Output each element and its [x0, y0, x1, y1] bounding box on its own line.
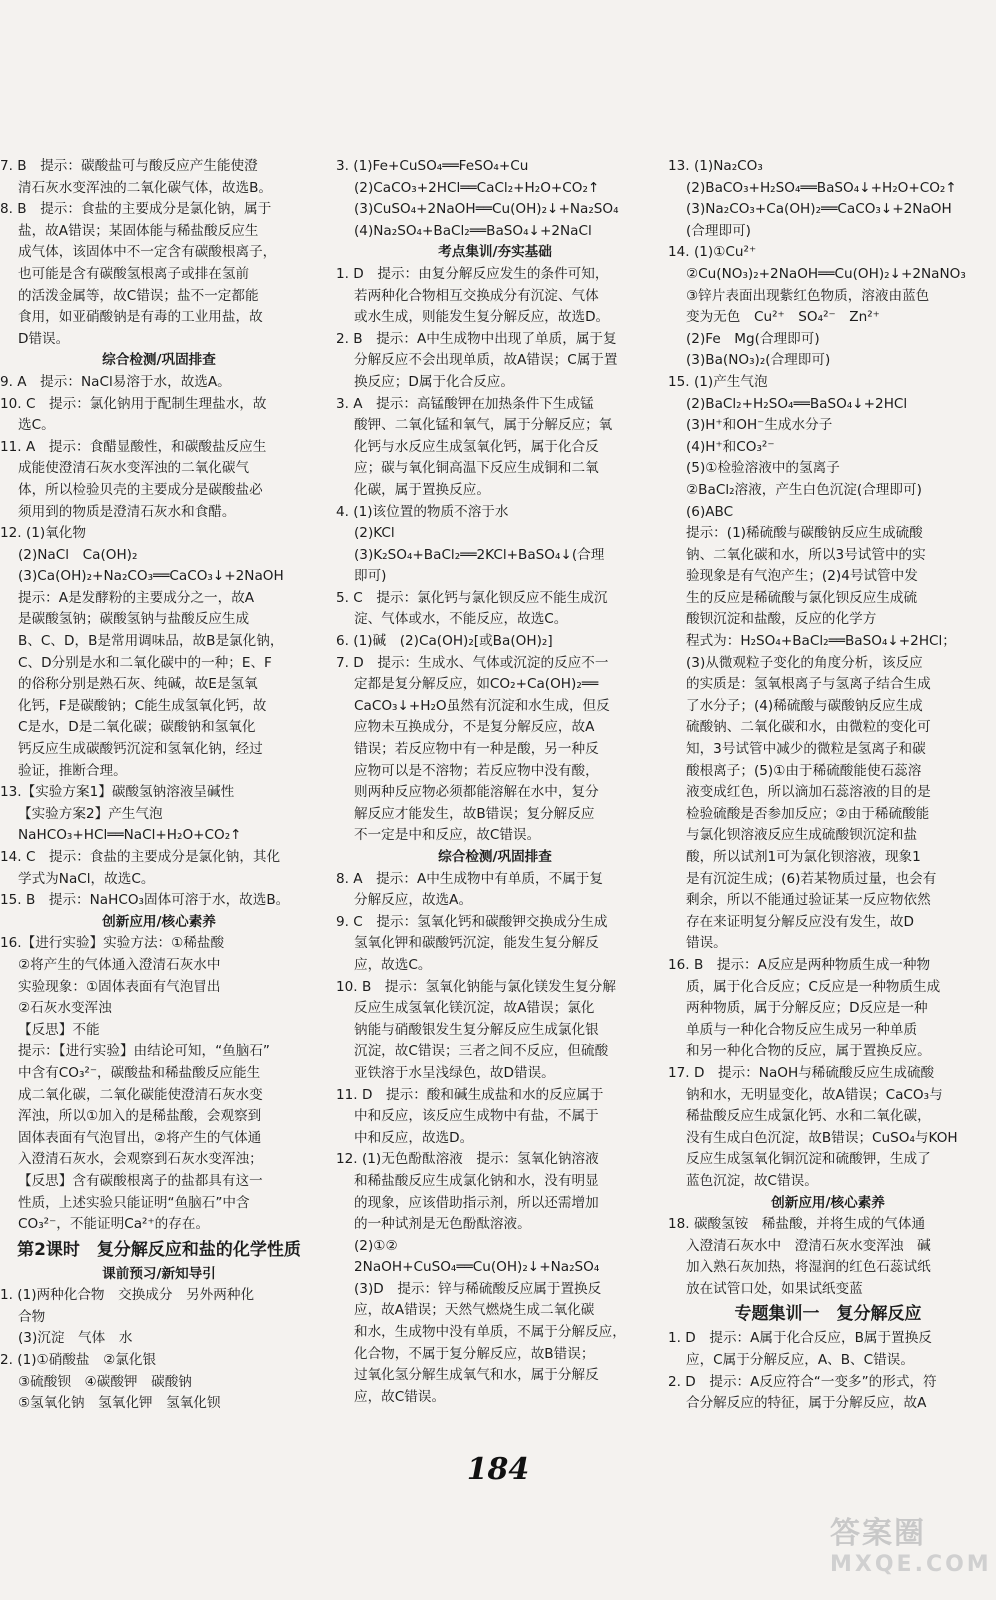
answer-line: 清石灰水变浑浊的二氧化碳气体，故选B。: [18, 179, 273, 196]
question-line: 7. D 提示：生成水、气体或沉淀的反应不一: [336, 654, 609, 671]
question-line: 1. (1)两种化合物 交换成分 另外两种化: [0, 1287, 255, 1304]
answer-line: 淀、气体或水，不能反应，故选C。: [354, 611, 568, 628]
answer-line: (3)Na₂CO₃+Ca(OH)₂══CaCO₃↓+2NaOH: [686, 201, 952, 218]
question-line: 13. (1)Na₂CO₃: [668, 158, 763, 174]
answer-line: 蓝色沉淀，故C错误。: [686, 1172, 818, 1189]
answer-line: (3)CuSO₄+2NaOH══Cu(OH)₂↓+Na₂SO₄: [354, 201, 619, 218]
section-heading: 课前预习/新知导引: [102, 1265, 216, 1282]
answer-line: 盐，故A错误；某固体能与稀盐酸反应生: [18, 222, 259, 239]
answer-line: 两种物质，属于分解反应；D反应是一种: [686, 1000, 928, 1017]
answer-line: 是碳酸氢钠；碳酸氢钠与盐酸反应生成: [18, 611, 250, 628]
answer-line: 没有生成白色沉淀，故B错误；CuSO₄与KOH: [686, 1129, 958, 1146]
answer-line: (3)沉淀 气体 水: [18, 1330, 133, 1347]
answer-line: 分解反应，故选A。: [354, 892, 473, 909]
answer-line: 浑浊，所以①加入的是稀盐酸，会观察到: [18, 1108, 262, 1125]
answer-line: 中和反应，故选D。: [354, 1129, 474, 1146]
answer-line: NaHCO₃+HCl══NaCl+H₂O+CO₂↑: [18, 827, 242, 844]
answer-line: 学式为NaCl，故选C。: [18, 870, 155, 887]
answer-line: 分解反应不会出现单质，故A错误；C属于置: [354, 352, 618, 369]
answer-line: 反应生成氢氧化镁沉淀，故A错误；氯化: [354, 1000, 595, 1017]
answer-line: 钙反应生成碳酸钙沉淀和氢氧化钠，经过: [18, 741, 263, 758]
answer-line: 应，故C错误。: [354, 1388, 446, 1405]
answer-line: (3)D 提示：锌与稀硫酸反应属于置换反: [354, 1280, 602, 1297]
answer-line: 应物可以是不溶物；若反应物中没有酸，: [354, 762, 599, 779]
answer-column-middle: [336, 156, 654, 1476]
answer-line: ②BaCl₂溶液，产生白色沉淀(合理即可): [686, 481, 922, 498]
question-line: 2. (1)①硝酸盐 ②氯化银: [0, 1352, 157, 1369]
answer-line: (2)KCl: [354, 525, 395, 542]
section-heading: 综合检测/巩固排查: [438, 849, 552, 865]
answer-line: 的实质是：氢氧根离子与氢离子结合生成: [686, 676, 931, 693]
answer-line: 程式为：H₂SO₄+BaCl₂══BaSO₄↓+2HCl；: [686, 633, 956, 650]
answer-line: 是有沉淀生成；(6)若某物质过量，也会有: [686, 870, 937, 887]
question-line: 11. A 提示：食醋显酸性，和碳酸盐反应生: [0, 438, 267, 455]
answer-line: 氢氧化钾和碳酸钙沉淀，能发生复分解反: [354, 935, 599, 952]
answer-line: (3)Ca(OH)₂+Na₂CO₃══CaCO₃↓+2NaOH: [18, 568, 284, 585]
answer-line: 反应生成氢氧化铜沉淀和硫酸钾，生成了: [686, 1151, 931, 1168]
question-line: 15. (1)产生气泡: [668, 373, 768, 390]
question-line: 11. D 提示：酸和碱生成盐和水的反应属于: [336, 1086, 604, 1103]
answer-line: 稀盐酸反应生成氯化钙、水和二氧化碳，: [686, 1108, 931, 1125]
question-line: 1. D 提示：由复分解反应发生的条件可知，: [336, 265, 609, 282]
watermark-bottom-text: MXQE.COM: [830, 1552, 992, 1577]
question-line: 8. B 提示：食盐的主要成分是氯化钠，属于: [0, 201, 272, 218]
answer-line: 酸钡沉淀和盐酸，反应的化学方: [686, 611, 877, 628]
answer-line: D错误。: [18, 330, 70, 347]
answer-line: ③锌片表面出现紫红色物质，溶液由蓝色: [686, 287, 930, 304]
answer-line: 化合物，不属于复分解反应，故B错误；: [354, 1345, 595, 1362]
answer-line: 放在试管口处，如果试纸变蓝: [686, 1280, 863, 1297]
answer-line: 中和反应，该反应生成物中有盐，不属于: [354, 1108, 599, 1125]
answer-line: (5)①检验溶液中的氢离子: [686, 460, 840, 477]
answer-line: CaCO₃↓+H₂O虽然有沉淀和水生成，但反: [354, 697, 610, 714]
answer-line: 【反思】含有碳酸根离子的盐都具有这一: [18, 1172, 263, 1189]
question-line: 10. B 提示：氢氧化钠能与氯化镁发生复分解: [336, 978, 616, 995]
answer-column-left: [0, 156, 318, 1476]
answer-line: (2)CaCO₃+2HCl══CaCl₂+H₂O+CO₂↑: [354, 179, 600, 196]
watermark-logo: [830, 1508, 992, 1592]
answer-line: 成气体，该固体中不一定含有碳酸根离子，: [18, 244, 277, 261]
answer-line: 体，所以检验贝壳的主要成分是碳酸盐必: [18, 481, 263, 498]
answer-line: 和稀盐酸反应生成氯化钠和水，没有明显: [354, 1172, 599, 1189]
question-line: 9. A 提示：NaCl易溶于水，故选A。: [0, 373, 231, 390]
answer-line: 食用，如亚硝酸钠是有毒的工业用盐，故: [18, 309, 263, 326]
answer-line: 入澄清石灰水，会观察到石灰水变浑浊；: [18, 1151, 263, 1168]
answer-line: C是水，D是二氧化碳；碳酸钠和氢氧化: [18, 719, 256, 736]
question-line: 18. 碳酸氢铵 稀盐酸，并将生成的气体通: [668, 1216, 926, 1233]
question-line: 6. (1)碱 (2)Ca(OH)₂[或Ba(OH)₂]: [336, 633, 553, 650]
answer-line: 的活泼金属等，故C错误；盐不一定都能: [18, 287, 259, 304]
answer-line: 提示：【进行实验】由结论可知，“鱼脑石”: [18, 1043, 270, 1060]
question-line: 15. B 提示：NaHCO₃固体可溶于水，故选B。: [0, 892, 290, 909]
question-line: 17. D 提示：NaOH与稀硫酸反应生成硫酸: [668, 1064, 935, 1081]
answer-line: (3)从微观粒子变化的角度分析，该反应: [686, 654, 923, 671]
answer-line: (2)Fe Mg(合理即可): [686, 330, 820, 347]
answer-line: 提示：A是发酵粉的主要成分之一，故A: [18, 589, 255, 606]
question-line: 14. (1)①Cu²⁺: [668, 244, 757, 261]
answer-line: 【反思】不能: [18, 1021, 100, 1038]
answer-line: 成能使澄清石灰水变浑浊的二氧化碳气: [18, 460, 250, 477]
answer-line: 化钙与水反应生成氢氧化钙，属于化合反: [354, 438, 599, 455]
answer-line: 酸，所以试剂1可为氯化钡溶液，现象1: [686, 849, 921, 865]
section-heading: 创新应用/核心素养: [771, 1194, 885, 1211]
answer-line: 钠、二氧化碳和水，所以3号试管中的实: [686, 546, 926, 563]
answer-line: 错误。: [686, 935, 727, 952]
answer-line: CO₃²⁻，不能证明Ca²⁺的存在。: [18, 1216, 210, 1233]
answer-line: 知，3号试管中减少的微粒是氢离子和碳: [686, 741, 926, 758]
question-line: 2. D 提示：A反应符合“一变多”的形式，符: [668, 1373, 937, 1390]
answer-line: 合物: [18, 1308, 46, 1325]
answer-line: 应，故A错误；天然气燃烧生成二氧化碳: [354, 1302, 595, 1319]
answer-line: (3)K₂SO₄+BaCl₂══2KCl+BaSO₄↓(合理: [354, 546, 605, 563]
answer-line: 单质与一种化合物反应生成另一种单质: [686, 1021, 918, 1038]
answer-line: B、C、D，B是常用调味品，故B是氯化钠，: [18, 633, 284, 650]
answer-line: 生的反应是稀硫酸与氯化钡反应生成硫: [686, 589, 918, 606]
answer-line: 的现象，应该借助指示剂，所以还需增加: [354, 1194, 599, 1211]
question-line: 3. (1)Fe+CuSO₄══FeSO₄+Cu: [336, 158, 529, 174]
answer-line: 验现象是有气泡产生；(2)4号试管中发: [686, 568, 918, 585]
answer-line: 应，故选C。: [354, 956, 432, 973]
question-line: 12. (1)无色酚酞溶液 提示：氢氧化钠溶液: [336, 1151, 599, 1168]
answer-line: ②将产生的气体通入澄清石灰水中: [18, 956, 221, 973]
answer-line: 的俗称分别是熟石灰、纯碱，故E是氢氧: [18, 676, 258, 693]
question-line: 8. A 提示：A中生成物中有单质，不属于复: [336, 870, 603, 887]
answer-line: 则两种反应物必须都能溶解在水中，复分: [354, 784, 599, 801]
answer-line: 与氯化钡溶液反应生成硫酸钡沉淀和盐: [686, 827, 918, 844]
answer-line: 剩余，所以不能通过验证某一反应物依然: [686, 892, 931, 909]
answer-line: 提示：(1)稀硫酸与碳酸钠反应生成硫酸: [686, 525, 923, 542]
answer-line: ②石灰水变浑浊: [18, 1000, 112, 1017]
answer-line: (4)H⁺和CO₃²⁻: [686, 438, 775, 455]
answer-line: (3)H⁺和OH⁻生成水分子: [686, 417, 833, 434]
answer-line: 硫酸钠、二氧化碳和水，由微粒的变化可: [686, 719, 931, 736]
section-heading: 创新应用/核心素养: [102, 913, 216, 930]
answer-line: 即可): [354, 568, 387, 585]
answer-line: 或水生成，则能发生复分解反应，故选D。: [354, 309, 610, 326]
answer-line: ③硫酸钡 ④碳酸钾 碳酸钠: [18, 1373, 192, 1390]
answer-line: 过氧化氢分解生成氧气和水，属于分解反: [354, 1367, 599, 1384]
answer-line: (2)BaCO₃+H₂SO₄══BaSO₄↓+H₂O+CO₂↑: [686, 179, 957, 196]
answer-line: 性质，上述实验只能证明“鱼脑石”中含: [18, 1194, 250, 1211]
answer-line: 应；碳与氧化铜高温下反应生成铜和二氧: [354, 460, 599, 477]
answer-line: (2)BaCl₂+H₂SO₄══BaSO₄↓+2HCl: [686, 395, 908, 412]
answer-line: 钠能与硝酸银发生复分解反应生成氯化银: [354, 1021, 599, 1038]
answer-line: 加入熟石灰加热，将湿润的红色石蕊试纸: [686, 1259, 931, 1276]
answer-line: (3)Ba(NO₃)₂(合理即可): [686, 352, 831, 369]
answer-line: 检验硫酸是否参加反应；②由于稀硫酸能: [686, 805, 930, 822]
answer-line: 验证，推断合理。: [18, 762, 127, 779]
answer-line: (2)①②: [354, 1237, 398, 1254]
answer-line: 【实验方案2】产生气泡: [18, 805, 163, 822]
page-number: 184: [466, 1452, 530, 1487]
answer-line: 化钙，F是碳酸钠；C能生成氢氧化钙，故: [18, 697, 267, 714]
question-line: 16. B 提示：A反应是两种物质生成一种物: [668, 956, 931, 973]
answer-line: 解反应才能发生，故B错误；复分解反应: [354, 805, 595, 822]
answer-line: ⑤氢氧化钠 氢氧化钾 氢氧化钡: [18, 1395, 221, 1412]
section-heading: 综合检测/巩固排查: [102, 352, 216, 369]
answer-line: 存在来证明复分解反应没有发生，故D: [686, 913, 914, 930]
answer-line: 应物未互换成分，不是复分解反应，故A: [354, 719, 595, 736]
answer-line: 和另一种化合物的反应，属于置换反应。: [686, 1043, 931, 1060]
answer-line: 酸钾、二氧化锰和氧气，属于分解反应；氧: [354, 417, 613, 434]
answer-line: 成二氧化碳，二氧化碳能使澄清石灰水变: [18, 1086, 263, 1103]
answer-line: 亚铁溶于水呈浅绿色，故D错误。: [354, 1064, 555, 1081]
answer-line: 化碳，属于置换反应。: [354, 481, 490, 498]
answer-line: (6)ABC: [686, 503, 734, 520]
question-line: 10. C 提示：氯化钠用于配制生理盐水，故: [0, 395, 267, 412]
answer-line: 固体表面有气泡冒出，②将产生的气体通: [18, 1129, 262, 1146]
question-line: 13.【实验方案1】碳酸氢钠溶液呈碱性: [0, 784, 235, 801]
answer-line: 须用到的物质是澄清石灰水和食醋。: [18, 503, 236, 520]
answer-line: 不一定是中和反应，故C错误。: [354, 827, 541, 844]
question-line: 1. D 提示：A属于化合反应，B属于置换反: [668, 1330, 932, 1347]
answer-line: (合理即可): [686, 222, 751, 239]
answer-line: 定都是复分解反应，如CO₂+Ca(OH)₂══: [354, 676, 599, 693]
question-line: 7. B 提示：碳酸盐可与酸反应产生能使澄: [0, 158, 258, 174]
answer-line: 钠和水，无明显变化，故A错误；CaCO₃与: [686, 1086, 943, 1103]
question-line: 14. C 提示：食盐的主要成分是氯化钠，其化: [0, 849, 281, 865]
answer-line: 酸根离子；(5)①由于稀硫酸能使石蕊溶: [686, 762, 922, 779]
answer-line: 错误；若反应物中有一种是酸，另一种反: [354, 741, 599, 758]
answer-line: 的一种试剂是无色酚酞溶液。: [354, 1216, 531, 1233]
answer-line: 2NaOH+CuSO₄══Cu(OH)₂↓+Na₂SO₄: [354, 1259, 600, 1276]
question-line: 3. A 提示：高锰酸钾在加热条件下生成锰: [336, 395, 594, 412]
answer-line: 换反应；D属于化合反应。: [354, 373, 514, 390]
question-line: 9. C 提示：氢氧化钙和碳酸钾交换成分生成: [336, 913, 608, 930]
answer-line: 液变成红色，所以滴加石蕊溶液的目的是: [686, 784, 931, 801]
question-line: 12. (1)氧化物: [0, 525, 86, 542]
question-line: 5. C 提示：氯化钙与氯化钡反应不能生成沉: [336, 589, 608, 606]
question-line: 16.【进行实验】实验方法：①稀盐酸: [0, 935, 225, 952]
question-line: 2. B 提示：A中生成物中出现了单质，属于复: [336, 330, 617, 347]
question-line: 4. (1)该位置的物质不溶于水: [336, 503, 509, 520]
section-heading: 考点集训/夯实基础: [438, 244, 552, 261]
answer-line: 入澄清石灰水中 澄清石灰水变浑浊 碱: [686, 1237, 931, 1254]
answer-line: 应，C属于分解反应，A、B、C错误。: [686, 1352, 914, 1369]
answer-line: 中含有CO₃²⁻，碳酸盐和稀盐酸反应能生: [18, 1064, 261, 1081]
answer-line: 变为无色 Cu²⁺ SO₄²⁻ Zn²⁺: [686, 309, 880, 326]
answer-line: 合分解反应的特征，属于分解反应，故A: [686, 1395, 927, 1412]
answer-line: 实验现象：①固体表面有气泡冒出: [18, 978, 221, 995]
answer-line: 了水分子；(4)稀硫酸与碳酸钠反应生成: [686, 697, 923, 714]
lesson-title: 专题集训一 复分解反应: [734, 1304, 922, 1325]
answer-line: (2)NaCl Ca(OH)₂: [18, 546, 138, 563]
lesson-title: 第2课时 复分解反应和盐的化学性质: [17, 1239, 301, 1260]
answer-line: (4)Na₂SO₄+BaCl₂══BaSO₄↓+2NaCl: [354, 222, 592, 239]
answer-line: 沉淀，故C错误；三者之间不反应，但硫酸: [354, 1043, 609, 1060]
answer-line: 和水，生成物中没有单质，不属于分解反应，: [354, 1324, 626, 1341]
answer-line: 若两种化合物相互交换成分有沉淀、气体: [354, 287, 599, 304]
answer-line: ②Cu(NO₃)₂+2NaOH══Cu(OH)₂↓+2NaNO₃: [686, 265, 966, 282]
answer-column-right: [668, 156, 988, 1476]
answer-line: 质，属于化合反应；C反应是一种物质生成: [686, 978, 941, 995]
watermark-top-text: 答案圈: [830, 1516, 926, 1551]
answer-line: C、D分别是水和二氧化碳中的一种；E、F: [18, 654, 272, 671]
answer-line: 也可能是含有碳酸氢根离子或排在氢前: [18, 265, 250, 282]
answer-line: 选C。: [18, 417, 55, 434]
